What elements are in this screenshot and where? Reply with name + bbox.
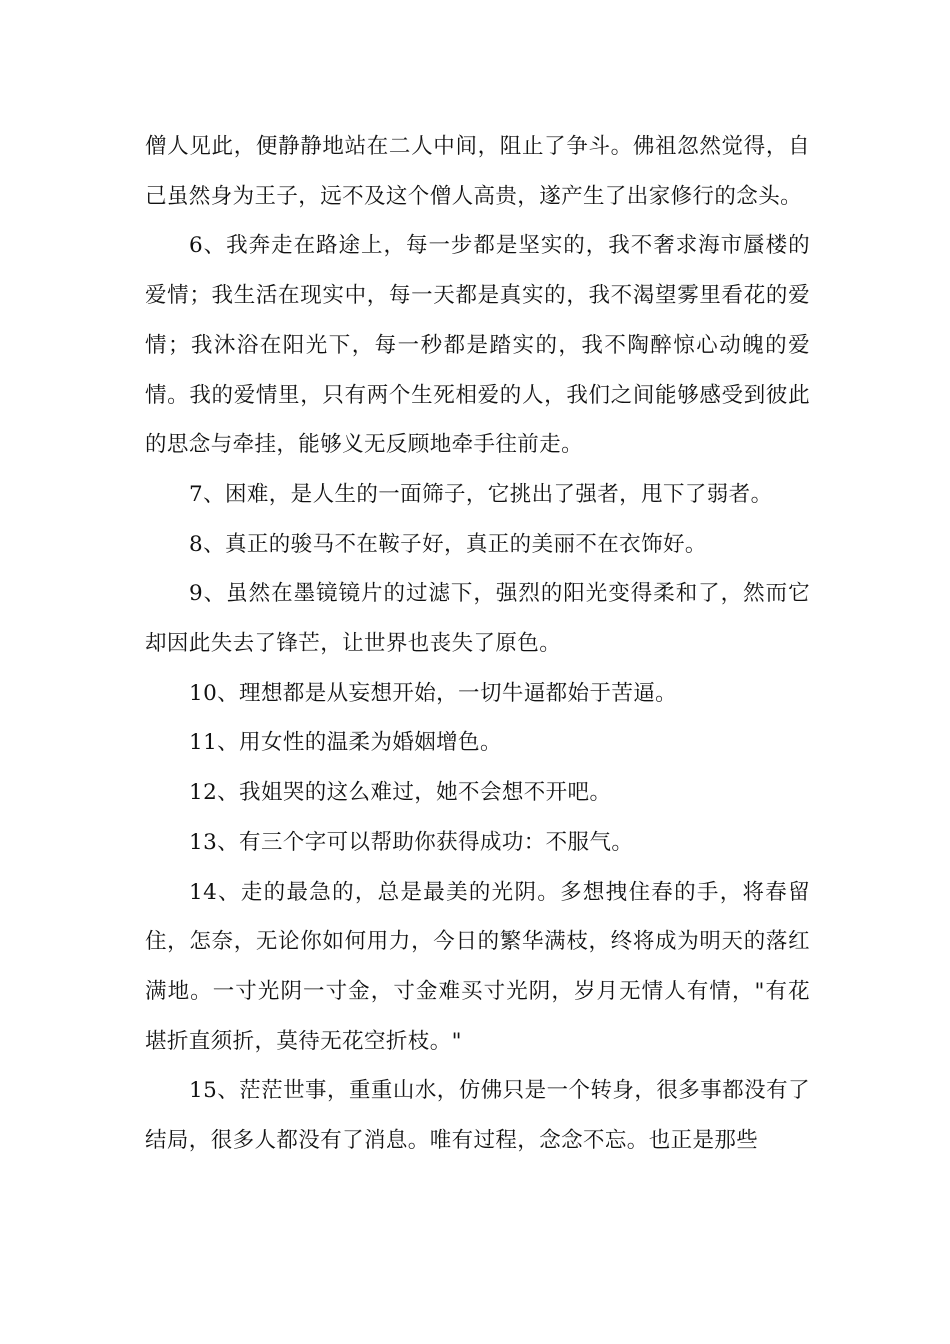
paragraph-continued: 僧人见此，便静静地站在二人中间，阻止了争斗。佛祖忽然觉得，自己虽然身为王子，远不及这个僧人高贵，遂产生了出家修行的念头。 <box>145 134 810 209</box>
paragraph-15: 15、茫茫世事，重重山水，仿佛只是一个转身，很多事都没有了结局，很多人都没有了消息。唯有过程，念念不忘。也正是那些 <box>145 1078 810 1154</box>
paragraph-6: 6、我奔走在路途上，每一步都是坚实的，我不奢求海市蜃楼的爱情；我生活在现实中，每一天都是真实的，我不渴望雾里看花的爱情；我沐浴在阳光下，每一秒都是踏实的，我不陶醉惊心动魄的爱情。我的爱情里，只有两个生死相爱的人，我们之间能够感受到彼此的思念与牵挂，能够义无反顾地牵手往前走。 <box>145 233 810 458</box>
document-body <box>145 122 810 1166</box>
paragraph-8: 8、真正的骏马不在鞍子好，真正的美丽不在衣饰好。 <box>189 531 707 557</box>
paragraph-12: 12、我姐哭的这么难过，她不会想不开吧。 <box>189 780 612 806</box>
paragraph-13: 13、有三个字可以帮助你获得成功：不服气。 <box>189 829 634 855</box>
paragraph-14: 14、走的最急的，总是最美的光阴。多想拽住春的手，将春留住，怎奈，无论你如何用力，今日的繁华满枝，终将成为明天的落红满地。一寸光阴一寸金，寸金难买寸光阴，岁月无情人有情，"有花堪折直须折，莫待无花空折枝。" <box>145 879 810 1054</box>
paragraph-9: 9、虽然在墨镜镜片的过滤下，强烈的阳光变得柔和了，然而它却因此失去了锋芒，让世界也丧失了原色。 <box>145 581 810 657</box>
paragraph-7: 7、困难，是人生的一面筛子，它挑出了强者，甩下了弱者。 <box>189 481 773 507</box>
paragraph-11: 11、用女性的温柔为婚姻增色。 <box>189 730 502 756</box>
paragraph-10: 10、理想都是从妄想开始，一切牛逼都始于苦逼。 <box>189 680 678 706</box>
